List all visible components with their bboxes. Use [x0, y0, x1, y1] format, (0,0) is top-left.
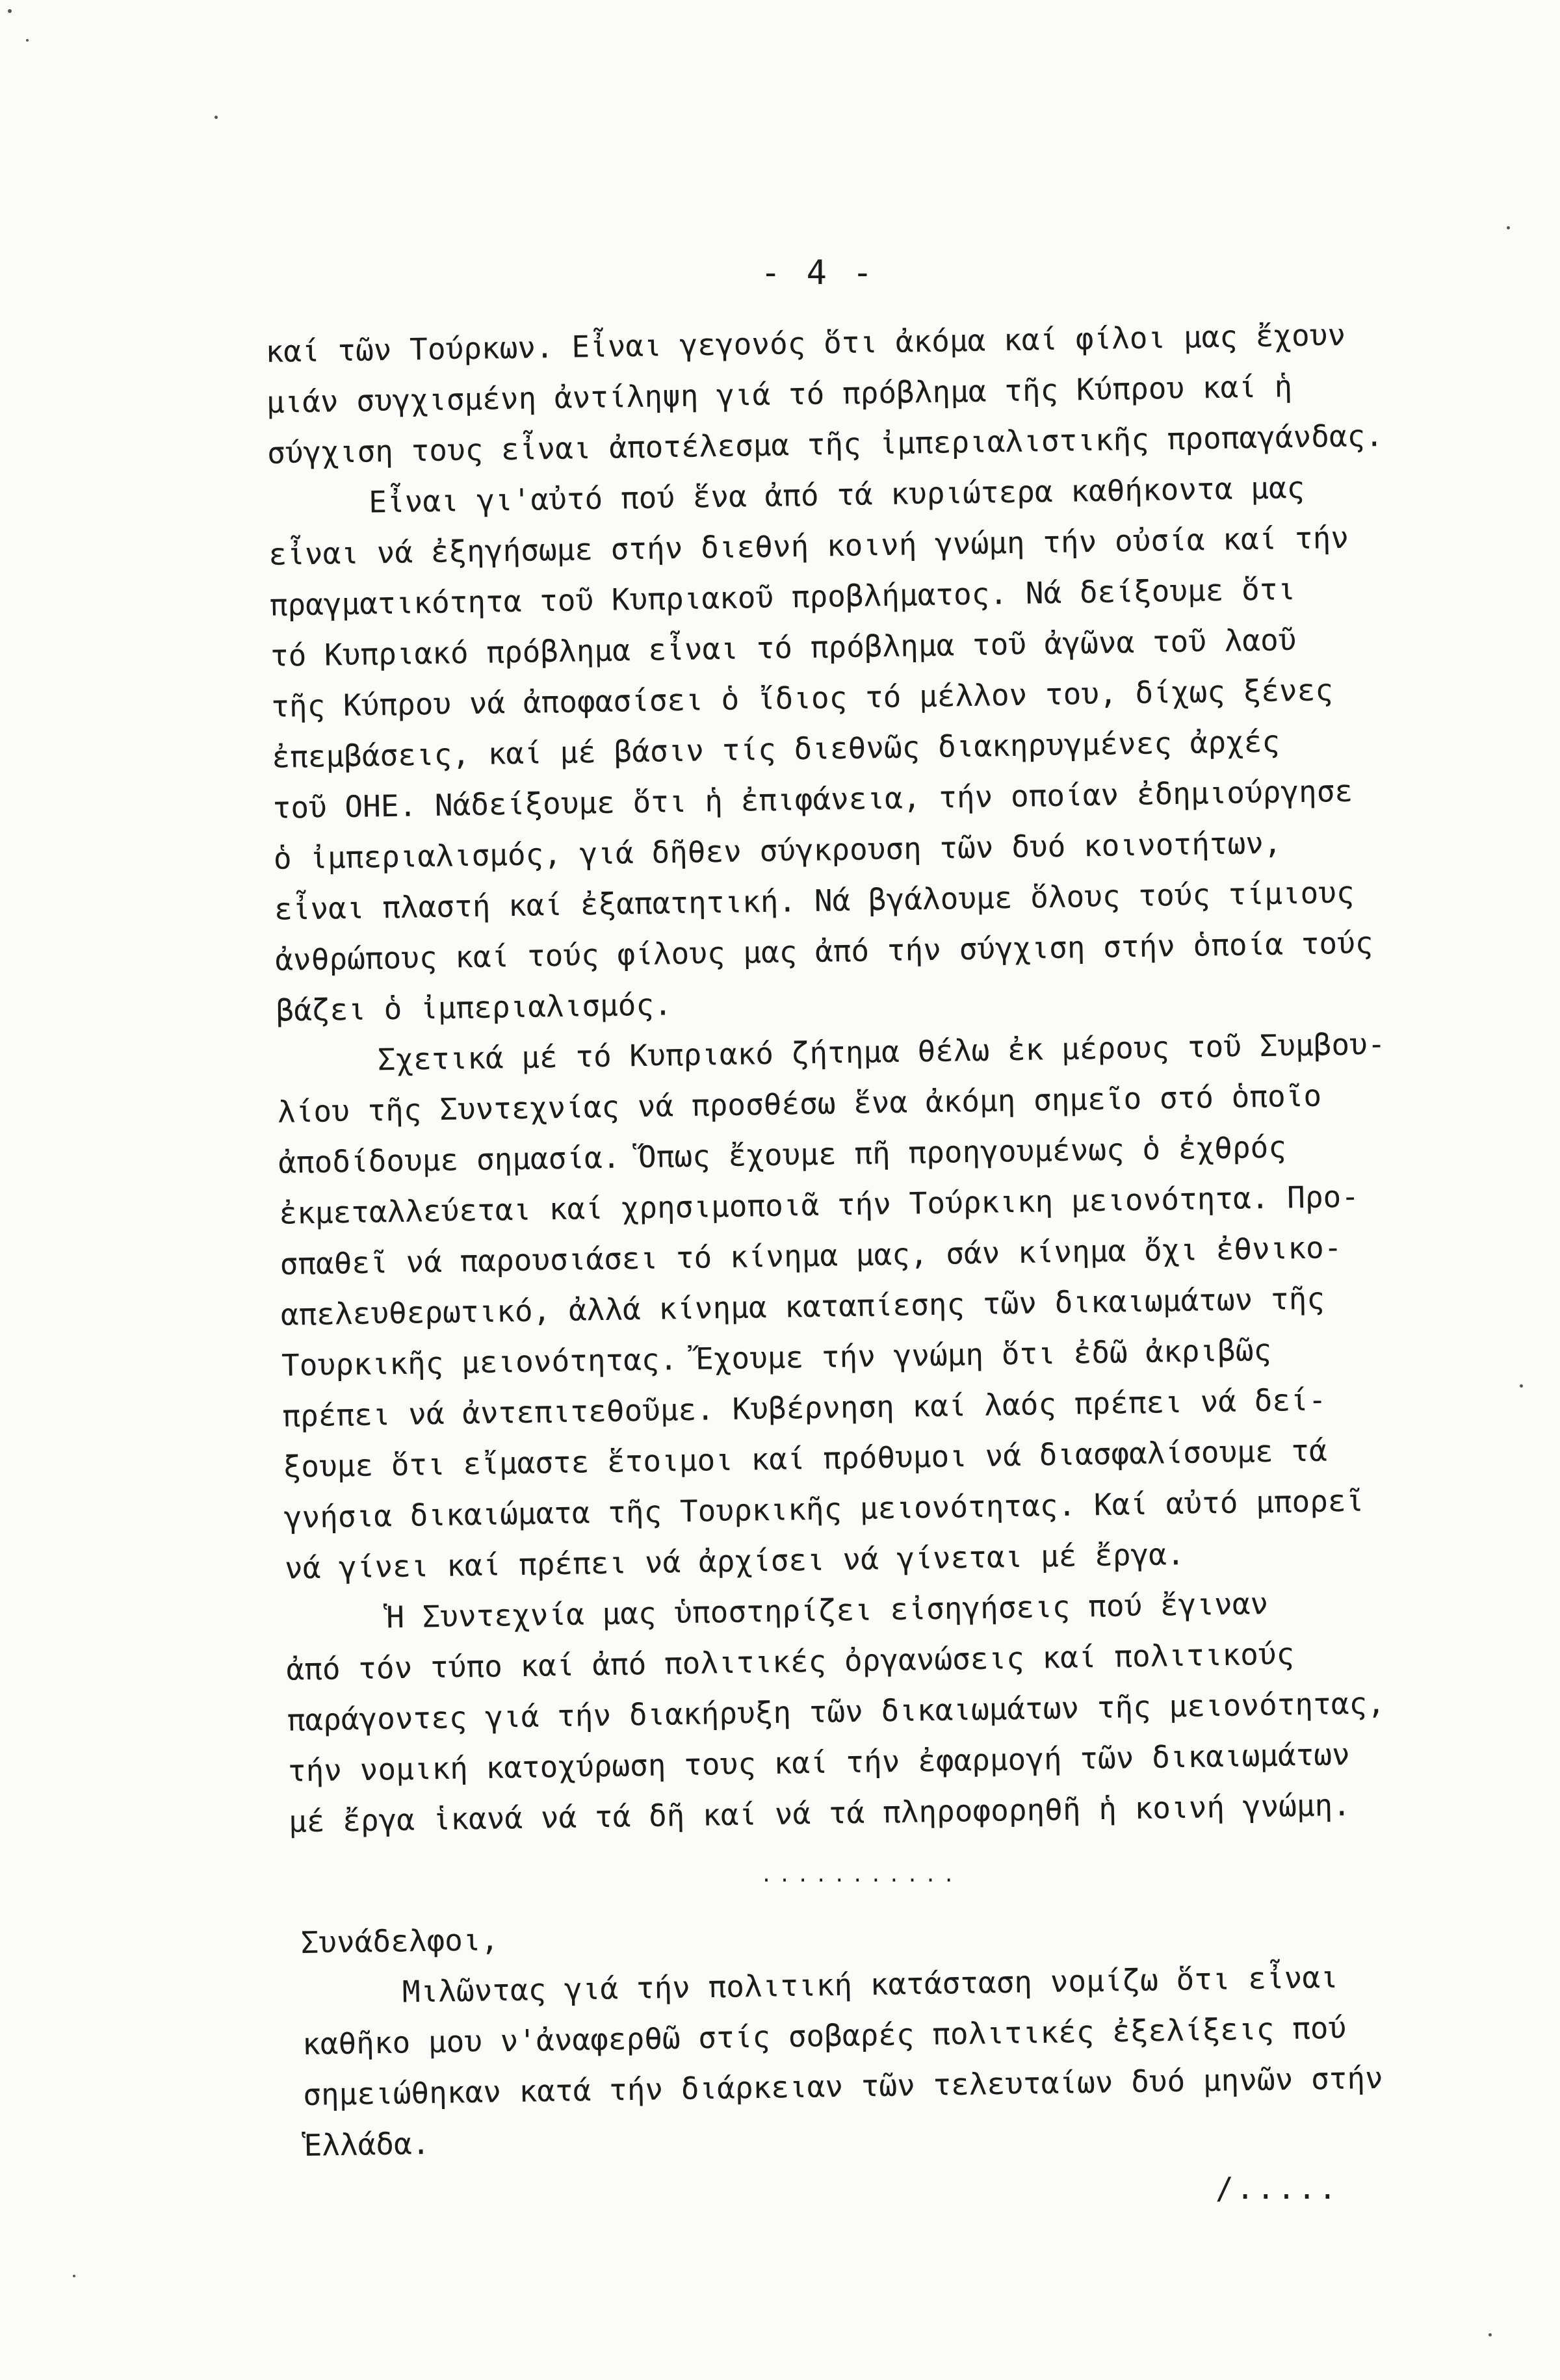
scan-speck — [214, 116, 218, 119]
text-line: Τουρκικῆς μειονότητας. Ἔχουμε τήν γνώμη ὅτι ἐδῶ ἀκριβῶς — [281, 1332, 1272, 1383]
text-line: ἀποδίδουμε σημασία. Ὅπως ἔχουμε πῆ προηγουμένως ὁ ἐχθρός — [278, 1129, 1287, 1180]
scan-speck — [8, 9, 12, 13]
body-text — [265, 307, 1511, 1846]
text-line: βάζει ὁ ἰμπεριαλισμός. — [276, 987, 673, 1028]
scan-speck — [1520, 1384, 1523, 1388]
closing-section — [300, 1898, 1513, 2171]
text-line: σύγχιση τους εἶναι ἀποτέλεσμα τῆς ἰμπεριαλιστικῆς προπαγάνδας. — [266, 418, 1384, 471]
text-line: μέ ἔργα ἱκανά νά τά δῆ καί νά τά πληροφορηθῆ ἡ κοινή γνώμη. — [288, 1787, 1351, 1839]
paragraph — [265, 307, 1489, 478]
text-line: τήν νομική κατοχύρωση τους καί τήν ἐφαρμογή τῶν δικαιωμάτων — [287, 1737, 1351, 1789]
text-line: λίου τῆς Συντεχνίας νά προσθέσω ἕνα ἀκόμη σημεῖο στό ὁποῖο — [277, 1078, 1322, 1130]
text-line: ὁ ἰμπεριαλισμός, γιά δῆθεν σύγκρουση τῶν δυό κοινοτήτων, — [273, 825, 1282, 876]
text-line: Μιλῶντας γιά τήν πολιτική κατάσταση νομίζω ὅτι εἶναι — [402, 1959, 1339, 2010]
scan-speck — [26, 39, 29, 42]
paragraph — [268, 459, 1498, 1035]
text-line: παράγοντες γιά τήν διακήρυξη τῶν δικαιωμάτων τῆς μειονότητας, — [287, 1685, 1386, 1738]
text-line: καί τῶν Τούρκων. Εἶναι γεγονός ὅτι ἀκόμα καί φίλοι μας ἔχουν — [265, 317, 1346, 369]
text-line: τοῦ ΟΗΕ. Νάδείξουμε ὅτι ἡ ἐπιφάνεια, τήν οποίαν ἐδημιούργησε — [272, 773, 1353, 825]
text-line: πρέπει νά ἀντεπιτεθοῦμε. Κυβέρνηση καί λαός πρέπει νά δεί- — [281, 1382, 1327, 1434]
scan-speck — [73, 2275, 75, 2277]
text-line: καθῆκο μου ν'ἀναφερθῶ στίς σοβαρές πολιτικές ἐξελίξεις πού — [302, 2010, 1347, 2062]
text-line: Ἑλλάδα. — [304, 2125, 430, 2163]
page-number: - 4 - — [760, 253, 876, 292]
scan-speck — [1507, 226, 1510, 229]
text-line: εἶναι πλαστή καί ἐξαπατητική. Νά βγάλουμε ὅλους τούς τίμιους — [274, 874, 1355, 927]
paragraph — [285, 1574, 1511, 1846]
text-line: μιάν συγχισμένη ἀντίληψη γιά τό πρόβλημα τῆς Κύπρου καί ἡ — [266, 369, 1293, 420]
text-line: πραγματικότητα τοῦ Κυπριακοῦ προβλήματος. Νά δείξουμε ὅτι — [269, 571, 1296, 623]
text-line: ξουμε ὅτι εἴμαστε ἕτοιμοι καί πρόθυμοι νά διασφαλίσουμε τά — [283, 1432, 1328, 1484]
text-line: σπαθεῖ νά παρουσιάσει τό κίνημα μας, σάν κίνημα ὄχι ἐθνικο- — [280, 1230, 1342, 1282]
text-line: Σχετικά μέ τό Κυπριακό ζήτημα θέλω ἐκ μέρους τοῦ Συμβου- — [377, 1026, 1386, 1078]
text-line: ἐκμεταλλεύεται καί χρησιμοποιᾶ τήν Τούρκικη μειονότητα. Προ- — [279, 1178, 1360, 1231]
text-line: απελευθερωτικό, ἀλλά κίνημα καταπίεσης τῶν δικαιωμάτων τῆς — [280, 1280, 1325, 1332]
text-line: ἐπεμβάσεις, καί μέ βάσιν τίς διεθνῶς διακηρυγμένες ἀρχές — [271, 723, 1280, 775]
text-line: ἀπό τόν τύπο καί ἀπό πολιτικές ὀργανώσεις καί πολιτικούς — [286, 1636, 1295, 1687]
section-separator: ........... — [760, 1864, 961, 1887]
text-line: τό Κυπριακό πρόβλημα εἶναι τό πρόβλημα τοῦ ἀγῶνα τοῦ λαοῦ — [270, 622, 1297, 673]
text-line: εἶναι νά ἐξηγήσωμε στήν διεθνή κοινή γνώμη τήν οὐσία καί τήν — [268, 519, 1349, 572]
scan-speck — [1488, 2333, 1492, 2336]
continuation-mark: /..... — [1216, 2171, 1340, 2206]
text-line: Εἶναι γι'αὐτό πού ἕνα ἀπό τά κυριώτερα καθήκοντα μας — [368, 469, 1305, 520]
text-line: γνήσια δικαιώματα τῆς Τουρκικῆς μειονότητας. Καί αὐτό μπορεῖ — [283, 1482, 1364, 1535]
salutation: Συνάδελφοι, — [300, 1922, 499, 1960]
paragraph — [276, 1016, 1507, 1593]
text-line: τῆς Κύπρου νά ἀποφασίσει ὁ ἴδιος τό μέλλον του, δίχως ξένες — [270, 672, 1334, 724]
text-line: νά γίνει καί πρέπει νά ἀρχίσει νά γίνεται μέ ἔργα. — [284, 1536, 1185, 1586]
text-line: Ἡ Συντεχνία μας ὑποστηρίζει εἰσηγήσεις πού ἔγιναν — [385, 1586, 1269, 1635]
text-line: σημειώθηκαν κατά τήν διάρκειαν τῶν τελευταίων δυό μηνῶν στήν — [302, 2060, 1384, 2112]
text-line: ἀνθρώπους καί τούς φίλους μας ἀπό τήν σύγχιση στήν ὁποία τούς — [274, 925, 1373, 977]
